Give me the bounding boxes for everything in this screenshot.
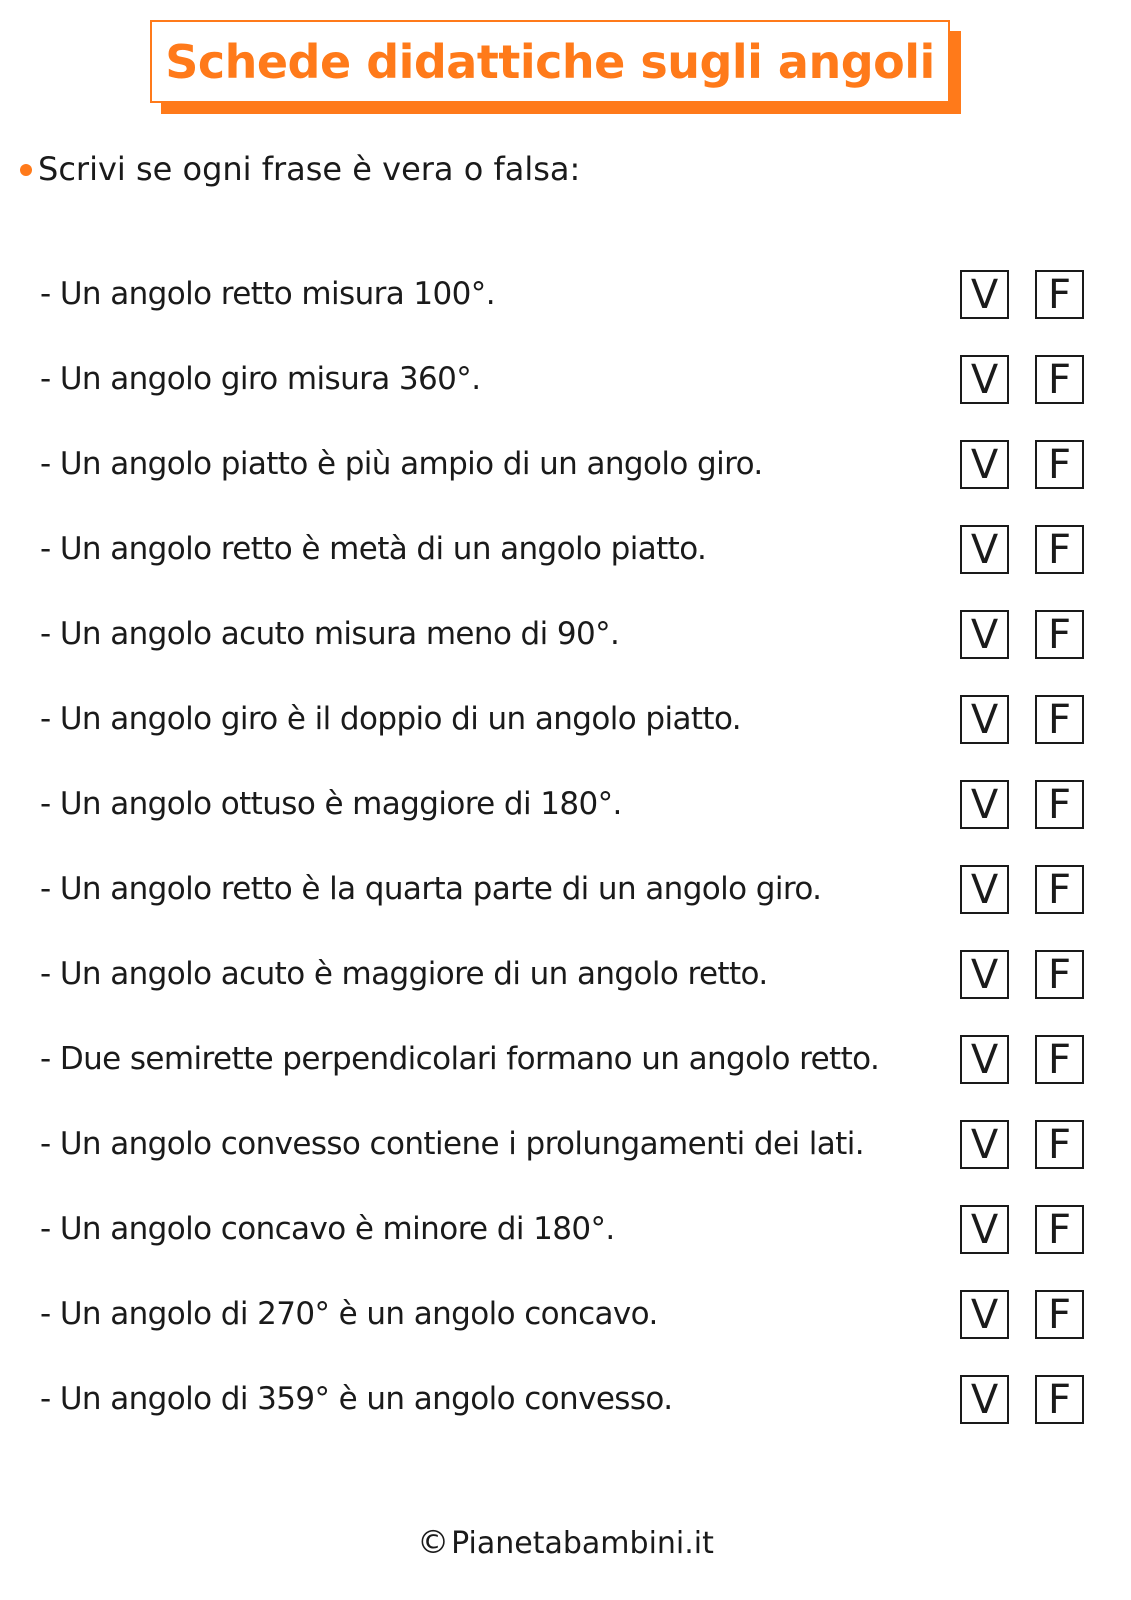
false-checkbox[interactable]: F xyxy=(1035,950,1084,999)
statement-row xyxy=(0,1205,1131,1290)
statement-text: - Un angolo convesso contiene i prolungamenti dei lati. xyxy=(40,1126,864,1162)
statement-list xyxy=(0,270,1131,1460)
statement-text: - Un angolo acuto è maggiore di un angolo retto. xyxy=(40,956,768,992)
true-checkbox[interactable]: V xyxy=(960,1035,1009,1084)
statement-text: - Un angolo retto è la quarta parte di un angolo giro. xyxy=(40,871,822,907)
false-checkbox[interactable]: F xyxy=(1035,610,1084,659)
false-checkbox[interactable]: F xyxy=(1035,865,1084,914)
true-checkbox[interactable]: V xyxy=(960,950,1009,999)
statement-text: - Un angolo giro è il doppio di un angolo piatto. xyxy=(40,701,742,737)
statement-text: - Un angolo retto è metà di un angolo piatto. xyxy=(40,531,707,567)
true-checkbox[interactable]: V xyxy=(960,440,1009,489)
title-banner xyxy=(150,20,950,103)
instruction xyxy=(20,150,580,188)
true-checkbox[interactable]: V xyxy=(960,780,1009,829)
statement-text: - Un angolo concavo è minore di 180°. xyxy=(40,1211,615,1247)
statement-row xyxy=(0,610,1131,695)
false-checkbox[interactable]: F xyxy=(1035,270,1084,319)
title-box xyxy=(150,20,950,103)
statement-row xyxy=(0,1035,1131,1120)
true-checkbox[interactable]: V xyxy=(960,1290,1009,1339)
statement-row xyxy=(0,695,1131,780)
false-checkbox[interactable]: F xyxy=(1035,780,1084,829)
copyright-icon: © xyxy=(417,1523,450,1561)
false-checkbox[interactable]: F xyxy=(1035,1205,1084,1254)
true-checkbox[interactable]: V xyxy=(960,865,1009,914)
true-checkbox[interactable]: V xyxy=(960,525,1009,574)
statement-text: - Due semirette perpendicolari formano un angolo retto. xyxy=(40,1041,880,1077)
true-checkbox[interactable]: V xyxy=(960,1205,1009,1254)
statement-text: - Un angolo retto misura 100°. xyxy=(40,276,495,312)
statement-row xyxy=(0,525,1131,610)
bullet-icon xyxy=(20,164,32,176)
statement-text: - Un angolo giro misura 360°. xyxy=(40,361,481,397)
true-checkbox[interactable]: V xyxy=(960,1375,1009,1424)
statement-text: - Un angolo di 359° è un angolo convesso. xyxy=(40,1381,673,1417)
statement-row xyxy=(0,950,1131,1035)
statement-row xyxy=(0,270,1131,355)
statement-text: - Un angolo ottuso è maggiore di 180°. xyxy=(40,786,622,822)
false-checkbox[interactable]: F xyxy=(1035,1035,1084,1084)
footer-site: Pianetabambini.it xyxy=(451,1526,714,1561)
statement-text: - Un angolo acuto misura meno di 90°. xyxy=(40,616,620,652)
true-checkbox[interactable]: V xyxy=(960,355,1009,404)
statement-text: - Un angolo di 270° è un angolo concavo. xyxy=(40,1296,658,1332)
statement-text: - Un angolo piatto è più ampio di un angolo giro. xyxy=(40,446,763,482)
true-checkbox[interactable]: V xyxy=(960,610,1009,659)
false-checkbox[interactable]: F xyxy=(1035,695,1084,744)
false-checkbox[interactable]: F xyxy=(1035,1375,1084,1424)
instruction-text: Scrivi se ogni frase è vera o falsa: xyxy=(38,150,581,188)
false-checkbox[interactable]: F xyxy=(1035,1290,1084,1339)
statement-row xyxy=(0,1375,1131,1460)
page-title: Schede didattiche sugli angoli xyxy=(165,34,935,89)
false-checkbox[interactable]: F xyxy=(1035,440,1084,489)
statement-row xyxy=(0,355,1131,440)
true-checkbox[interactable]: V xyxy=(960,695,1009,744)
true-checkbox[interactable]: V xyxy=(960,1120,1009,1169)
false-checkbox[interactable]: F xyxy=(1035,525,1084,574)
statement-row xyxy=(0,1290,1131,1375)
statement-row xyxy=(0,1120,1131,1205)
statement-row xyxy=(0,440,1131,525)
statement-row xyxy=(0,865,1131,950)
true-checkbox[interactable]: V xyxy=(960,270,1009,319)
false-checkbox[interactable]: F xyxy=(1035,355,1084,404)
false-checkbox[interactable]: F xyxy=(1035,1120,1084,1169)
statement-row xyxy=(0,780,1131,865)
footer xyxy=(0,1523,1131,1561)
